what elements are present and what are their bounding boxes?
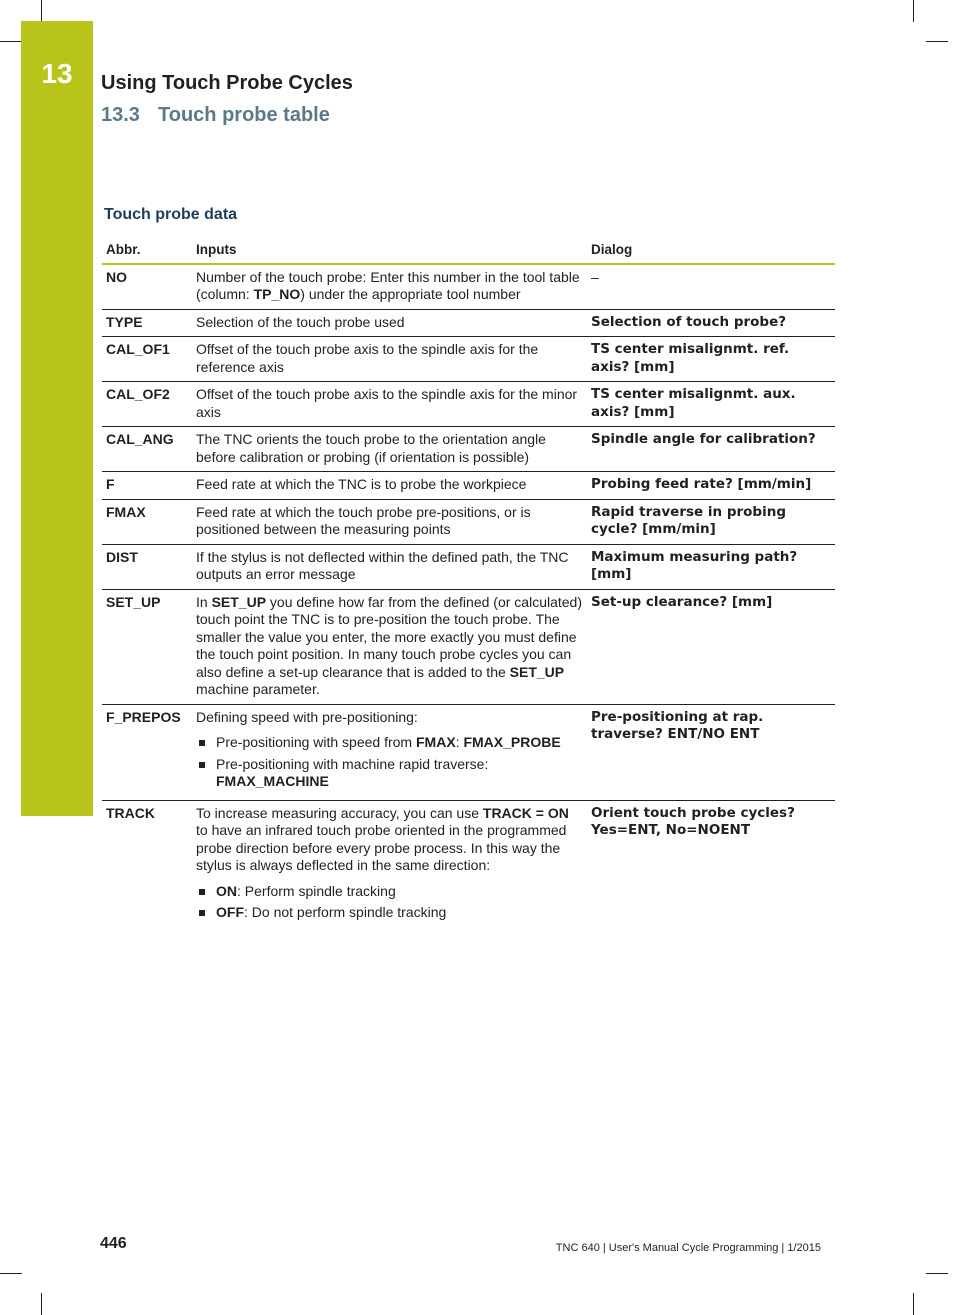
dialog-cell: TS center misalignmt. ref. axis? [mm] <box>587 337 835 382</box>
table-row <box>102 264 835 310</box>
text-run: you define how far from the defined (or calculated) touch point the TNC is to pre-position the touch probe. The smaller the value you enter, the more exactly you must define the touch point position. In many touch probe cycles you can also define a set-up clearance that is added to the <box>196 593 582 680</box>
abbr-cell: TRACK <box>106 804 155 821</box>
table-row <box>102 337 835 382</box>
input-cell <box>192 309 587 337</box>
input-cell <box>192 704 587 800</box>
dialog-cell: Orient touch probe cycles? Yes=ENT, No=NOENT <box>591 804 795 838</box>
text-run: machine parameter. <box>196 681 320 697</box>
input-cell <box>192 800 587 931</box>
dialog-cell: Set-up clearance? [mm] <box>587 589 835 704</box>
table-row <box>102 544 835 589</box>
input-cell <box>192 544 587 589</box>
page-footer: TNC 640 | User's Manual Cycle Programming | 1/2015 <box>555 1242 821 1254</box>
text-run: The TNC orients the touch probe to the orientation angle before calibration or probing (if orientation is possible) <box>196 431 546 465</box>
input-cell <box>192 472 587 500</box>
input-description <box>196 594 583 699</box>
crop-mark <box>0 1273 22 1274</box>
text-run: : Do not perform spindle tracking <box>244 904 447 920</box>
table-row <box>102 589 835 704</box>
text-run: Number of the touch probe: Enter this number in the tool table (column: <box>196 268 580 302</box>
text-run: Defining speed with pre-positioning: <box>196 708 418 725</box>
section-title: Touch probe table <box>158 104 330 126</box>
dialog-cell: Selection of touch probe? <box>587 309 835 337</box>
text-run: to have an infrared touch probe oriented in the programmed probe direction before every probe process. In this way the stylus is always deflected in the same direction: <box>196 822 567 873</box>
option-item <box>196 756 583 791</box>
input-description <box>196 805 583 875</box>
bold-term: FMAX_MACHINE <box>216 773 329 789</box>
text-run: Feed rate at which the touch probe pre-positions, or is positioned between the measuring points <box>196 503 531 537</box>
input-cell <box>192 499 587 544</box>
page-number: 446 <box>100 1235 127 1252</box>
crop-mark <box>41 0 42 22</box>
crop-mark <box>926 41 948 42</box>
text-run: Pre-positioning with speed from <box>216 734 416 750</box>
option-list <box>196 883 583 922</box>
bold-term: TRACK = ON <box>482 804 569 821</box>
abbr-cell: CAL_OF1 <box>102 337 192 382</box>
text-run: : <box>455 734 464 750</box>
table-row <box>102 800 835 931</box>
bold-term: FMAX <box>416 734 456 750</box>
bold-term: SET_UP <box>211 593 267 610</box>
column-header-inputs: Inputs <box>192 238 587 264</box>
crop-mark <box>926 1273 948 1274</box>
input-description <box>196 269 583 304</box>
dialog-cell: Maximum measuring path? [mm] <box>587 544 835 589</box>
text-run: Selection of the touch probe used <box>196 313 405 330</box>
input-description <box>196 314 583 332</box>
abbr-cell: SET_UP <box>102 589 192 704</box>
input-description <box>196 386 583 421</box>
crop-mark <box>913 1293 914 1315</box>
table-row <box>102 704 835 800</box>
table-header-row <box>102 238 835 264</box>
bold-term: ON <box>216 882 237 899</box>
dialog-cell: Rapid traverse in probing cycle? [mm/min] <box>587 499 835 544</box>
bold-term: TP_NO <box>253 286 301 302</box>
touch-probe-table <box>102 238 835 931</box>
option-list <box>196 734 583 791</box>
bold-term: FMAX_PROBE <box>463 734 561 750</box>
text-run: Feed rate at which the TNC is to probe the workpiece <box>196 476 527 492</box>
column-header-dialog: Dialog <box>587 238 835 264</box>
input-cell <box>192 427 587 472</box>
abbr-cell: CAL_OF2 <box>102 382 192 427</box>
text-run: Pre-positioning with machine rapid traverse: <box>216 755 489 772</box>
text-run: In <box>196 593 212 610</box>
option-item <box>196 904 583 922</box>
abbr-cell: NO <box>102 264 192 310</box>
input-description <box>196 504 583 539</box>
chapter-number: 13 <box>41 58 73 89</box>
abbr-cell: F <box>102 472 192 500</box>
table-row <box>102 472 835 500</box>
crop-mark <box>913 0 914 22</box>
chapter-tab <box>21 21 93 816</box>
option-item <box>196 734 583 752</box>
text-run: Offset of the touch probe axis to the spindle axis for the reference axis <box>196 341 539 375</box>
input-description <box>196 431 583 466</box>
input-description <box>196 341 583 376</box>
text-run: Offset of the touch probe axis to the spindle axis for the minor axis <box>196 386 578 420</box>
text-run: ) under the appropriate tool number <box>300 286 521 302</box>
table-heading: Touch probe data <box>104 206 238 223</box>
column-header-abbr: Abbr. <box>102 238 192 264</box>
chapter-title: Using Touch Probe Cycles <box>101 72 353 94</box>
input-cell <box>192 589 587 704</box>
input-description <box>196 476 583 494</box>
abbr-cell: TYPE <box>102 309 192 337</box>
input-description <box>196 549 583 584</box>
table-row <box>102 309 835 337</box>
table-row <box>102 427 835 472</box>
crop-mark <box>41 1293 42 1315</box>
text-run: To increase measuring accuracy, you can use <box>196 804 483 821</box>
bold-term: SET_UP <box>509 663 565 680</box>
dialog-cell: Probing feed rate? [mm/min] <box>587 472 835 500</box>
text-run: If the stylus is not deflected within the defined path, the TNC outputs an error message <box>196 548 569 582</box>
input-cell <box>192 382 587 427</box>
text-run: : Perform spindle tracking <box>237 882 396 899</box>
input-description <box>196 709 583 727</box>
abbr-cell: F_PREPOS <box>102 704 192 800</box>
table-row <box>102 499 835 544</box>
table-body <box>102 264 835 931</box>
dialog-cell: Pre-positioning at rap. traverse? ENT/NO ENT <box>587 704 835 800</box>
option-item <box>196 883 583 901</box>
abbr-cell: FMAX <box>102 499 192 544</box>
abbr-cell: CAL_ANG <box>102 427 192 472</box>
abbr-cell: DIST <box>102 544 192 589</box>
table-row <box>102 382 835 427</box>
section-number: 13.3 <box>101 104 140 126</box>
bold-term: OFF <box>216 904 244 920</box>
dialog-cell: TS center misalignmt. aux. axis? [mm] <box>587 382 835 427</box>
input-cell <box>192 264 587 310</box>
input-cell <box>192 337 587 382</box>
crop-mark <box>0 41 22 42</box>
dialog-cell: Spindle angle for calibration? <box>587 427 835 472</box>
dialog-cell: – <box>587 264 835 310</box>
